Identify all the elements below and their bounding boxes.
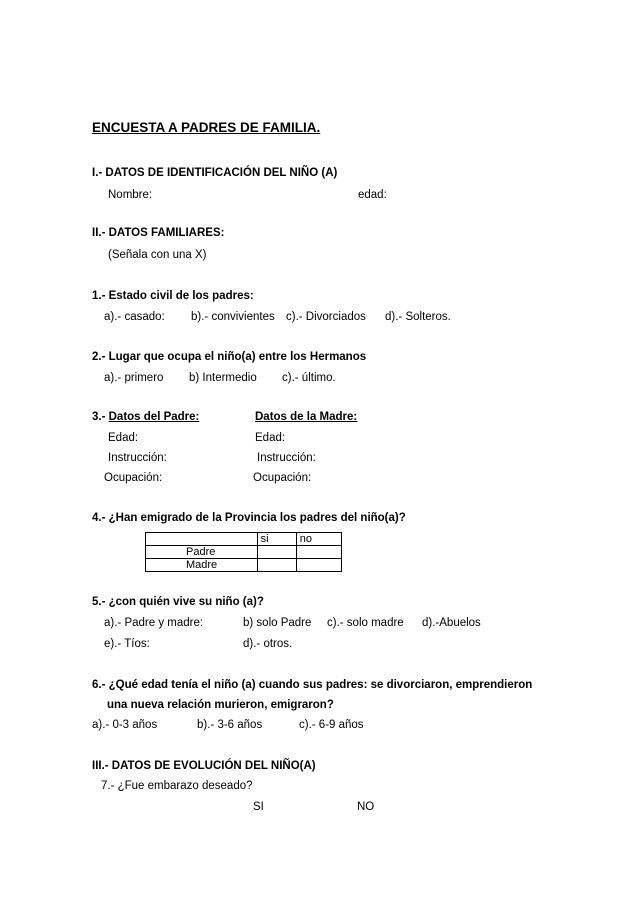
q6-option-c: c).- 6-9 años: [299, 719, 364, 731]
q7-option-si: SI: [253, 801, 264, 813]
question-7: 7.- ¿Fue embarazo deseado?: [101, 780, 253, 792]
q1-option-a: a).- casado:: [104, 311, 165, 323]
question-1: 1.- Estado civil de los padres:: [92, 290, 254, 302]
mother-instruccion-label: Instrucción:: [257, 452, 316, 464]
padre-no-cell[interactable]: [296, 546, 341, 559]
table-row: [146, 546, 342, 559]
column-header-no: no: [296, 533, 341, 546]
q5-option-c: c).- solo madre: [327, 617, 404, 629]
edad-label: edad:: [358, 189, 387, 201]
q6-option-b: b).- 3-6 años: [197, 719, 263, 731]
q7-option-no: NO: [357, 801, 375, 813]
q1-option-d: d).- Solteros.: [385, 311, 451, 323]
mother-data-heading: Datos de la Madre:: [255, 411, 358, 423]
question-3-prefix: 3.-: [92, 411, 109, 423]
question-2: 2.- Lugar que ocupa el niño(a) entre los Hermanos: [92, 351, 367, 363]
q2-option-b: b) Intermedio: [189, 372, 257, 384]
q5-option-a: a).- Padre y madre:: [104, 617, 204, 629]
question-6-line-2: una nueva relación murieron, emigraron?: [107, 699, 334, 711]
question-4: 4.- ¿Han emigrado de la Provincia los padres del niño(a)?: [92, 512, 406, 524]
row-label-madre: Madre: [146, 559, 258, 572]
father-ocupacion-label: Ocupación:: [104, 472, 163, 484]
section-3-heading: III.- DATOS DE EVOLUCIÓN DEL NIÑO(A): [92, 760, 316, 772]
question-5: 5.- ¿con quién vive su niño (a)?: [92, 596, 264, 608]
emigration-table: [145, 532, 342, 572]
question-3-heading: [92, 410, 199, 424]
q5-option-d: d).-Abuelos: [422, 617, 481, 629]
q1-option-b: b).- convivientes: [191, 311, 275, 323]
madre-no-cell[interactable]: [296, 559, 341, 572]
question-6-line-1: 6.- ¿Qué edad tenía el niño (a) cuando sus padres: se divorciaron, emprendieron: [92, 679, 533, 691]
father-instruccion-label: Instrucción:: [108, 452, 167, 464]
column-header-si: si: [257, 533, 296, 546]
nombre-label: Nombre:: [108, 189, 153, 201]
table-row: [146, 559, 342, 572]
table-corner-cell: [146, 533, 258, 546]
padre-si-cell[interactable]: [257, 546, 296, 559]
q5-option-other: d).- otros.: [243, 638, 293, 650]
q6-option-a: a).- 0-3 años: [92, 719, 158, 731]
q2-option-a: a).- primero: [104, 372, 164, 384]
table-header-row: [146, 533, 342, 546]
section-2-note: (Señala con una X): [108, 249, 207, 261]
madre-si-cell[interactable]: [257, 559, 296, 572]
mother-ocupacion-label: Ocupación:: [253, 472, 312, 484]
section-2-heading: II.- DATOS FAMILIARES:: [92, 227, 225, 239]
q5-option-e: e).- Tíos:: [104, 638, 150, 650]
q5-option-b: b) solo Padre: [243, 617, 312, 629]
q1-option-c: c).- Divorciados: [286, 311, 366, 323]
row-label-padre: Padre: [146, 546, 258, 559]
mother-edad-label: Edad:: [255, 432, 286, 444]
document-title: ENCUESTA A PADRES DE FAMILIA.: [92, 120, 321, 135]
section-1-heading: I.- DATOS DE IDENTIFICACIÓN DEL NIÑO (A): [92, 167, 338, 179]
q2-option-c: c).- último.: [282, 372, 336, 384]
father-edad-label: Edad:: [108, 432, 139, 444]
father-data-heading: Datos del Padre:: [108, 411, 200, 423]
